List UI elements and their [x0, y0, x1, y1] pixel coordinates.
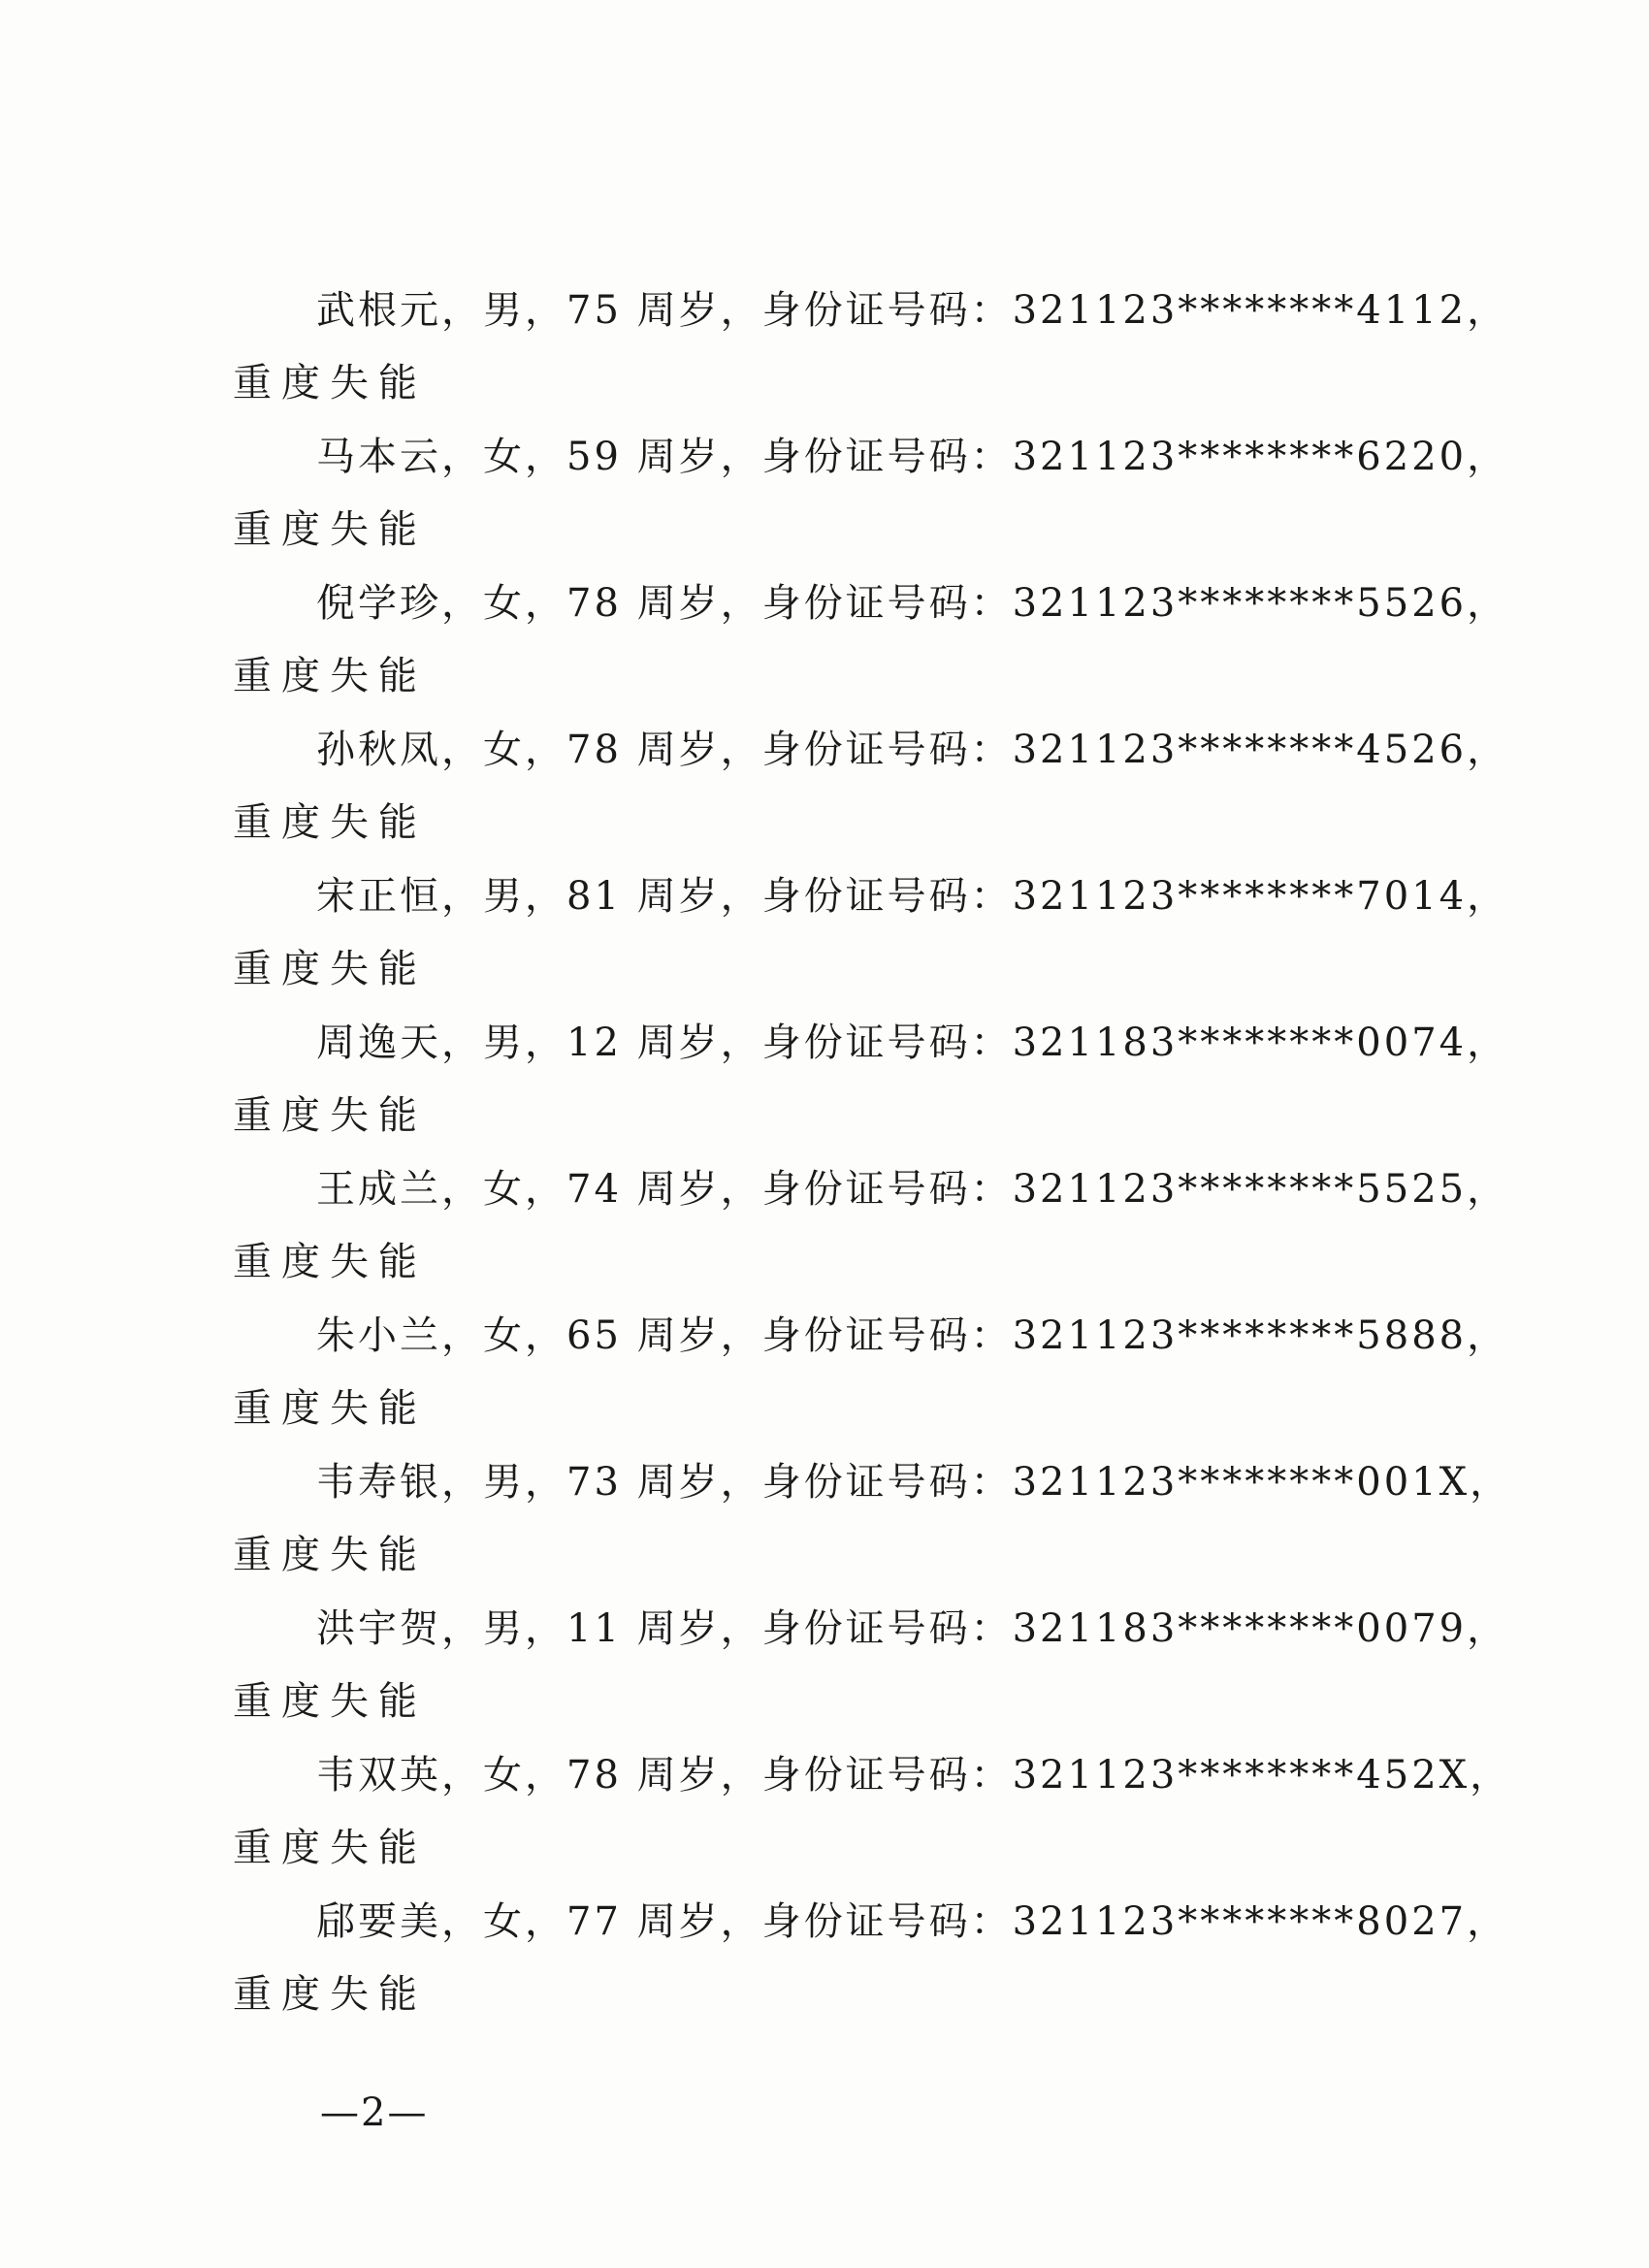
- record: [233, 1152, 1509, 1299]
- record: [233, 274, 1509, 420]
- record-line: 倪学珍，女，78 周岁，身份证号码：321123********5526，: [316, 581, 1509, 626]
- record-status: 重度失能: [233, 654, 427, 698]
- record: [233, 713, 1509, 859]
- record-line: 洪宇贺，男，11 周岁，身份证号码：321183********0079，: [316, 1606, 1509, 1651]
- record-status: 重度失能: [233, 947, 427, 991]
- record-status: 重度失能: [233, 1679, 427, 1724]
- record-line: 韦寿银，男，73 周岁，身份证号码：321123********001X，: [316, 1460, 1512, 1505]
- record: [233, 1006, 1509, 1152]
- record: [233, 420, 1509, 567]
- record: [233, 1445, 1512, 1592]
- record-status: 重度失能: [233, 361, 427, 405]
- record-line: 郈要美，女，77 周岁，身份证号码：321123********8027，: [316, 1899, 1509, 1944]
- record-line: 孙秋凤，女，78 周岁，身份证号码：321123********4526，: [316, 728, 1509, 772]
- record-line: 朱小兰，女，65 周岁，身份证号码：321123********5888，: [316, 1313, 1509, 1358]
- page-number: —2—: [320, 2090, 429, 2135]
- record: [233, 1299, 1509, 1445]
- record-status: 重度失能: [233, 800, 427, 845]
- record-line: 韦双英，女，78 周岁，身份证号码：321123********452X，: [316, 1753, 1512, 1798]
- record-line: 王成兰，女，74 周岁，身份证号码：321123********5525，: [316, 1167, 1509, 1212]
- record: [233, 1885, 1509, 2031]
- record: [233, 567, 1509, 713]
- record: [233, 1738, 1512, 1885]
- record-list: [233, 274, 1512, 2031]
- record-line: 马本云，女，59 周岁，身份证号码：321123********6220，: [316, 435, 1509, 479]
- record-line: 周逸天，男，12 周岁，身份证号码：321183********0074，: [316, 1021, 1509, 1065]
- record-status: 重度失能: [233, 1972, 427, 2017]
- record-line: 宋正恒，男，81 周岁，身份证号码：321123********7014，: [316, 874, 1509, 919]
- record-status: 重度失能: [233, 1533, 427, 1577]
- record: [233, 1592, 1509, 1738]
- record-status: 重度失能: [233, 1826, 427, 1870]
- record-status: 重度失能: [233, 1386, 427, 1431]
- record-status: 重度失能: [233, 507, 427, 552]
- record-line: 武根元，男，75 周岁，身份证号码：321123********4112，: [316, 288, 1509, 333]
- record-status: 重度失能: [233, 1093, 427, 1138]
- record-status: 重度失能: [233, 1240, 427, 1284]
- record: [233, 859, 1509, 1006]
